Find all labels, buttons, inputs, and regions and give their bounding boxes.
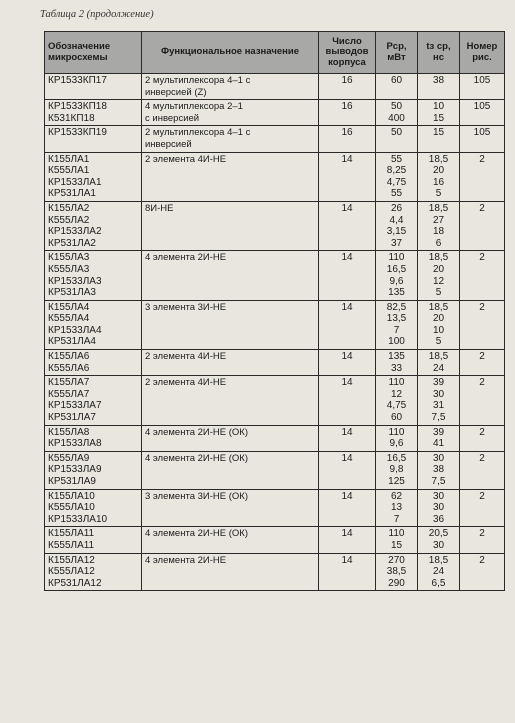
delay-cell [418,300,460,349]
power-cell-line: 16,5 [386,452,407,464]
power-cell-line: 9,6 [389,275,404,287]
power-cell-line: 60 [390,412,403,424]
chip-designation-cell [45,201,142,250]
figure-number-cell: 2 [460,201,505,250]
power-cell-line: 110 [388,377,405,389]
chip-designation-cell-line: КР1533КП18 [48,101,107,113]
pin-count-cell: 14 [319,201,376,250]
power-cell-line: 82,5 [386,301,407,313]
chip-designation-cell-line: К155ЛА12 [48,554,95,566]
chip-designation-cell-line: К531КП18 [48,112,95,124]
function-cell [142,152,319,201]
delay-cell-line: 18 [432,226,445,238]
delay-cell-line: 7,5 [431,476,446,487]
delay-cell [418,451,460,489]
delay-cell-line: 24 [432,566,445,578]
chip-designation-cell-line: КР1533ЛА7 [48,400,102,412]
table-row [45,553,505,591]
delay-cell-line: 18,5 [428,351,449,363]
function-cell [142,74,319,100]
figure-number-cell: 2 [460,350,505,376]
delay-cell-line: 10 [432,324,445,336]
table-row [45,451,505,489]
power-cell-line: 7 [393,324,400,336]
power-cell-line: 125 [388,476,405,487]
delay-cell-line: 18,5 [428,252,449,264]
chip-designation-cell-line: КР1533ЛА4 [48,324,102,336]
power-cell-line: 270 [388,554,405,566]
chip-designation-cell-line: КР531ЛА7 [48,412,96,424]
function-cell [142,100,319,126]
delay-cell [418,126,460,152]
figure-number-cell: 105 [460,100,505,126]
power-cell-line: 33 [390,362,403,374]
power-cell-line: 100 [388,336,405,348]
figure-number-cell: 2 [460,489,505,527]
chip-designation-cell [45,350,142,376]
table-row [45,251,505,300]
chip-designation-cell [45,74,142,100]
chip-designation-cell-line: КР1533ЛА1 [48,176,102,188]
header-designation: Обозначение микросхемы [45,32,142,74]
delay-cell-line: 31 [432,400,445,412]
function-cell-line: инверсией (Z) [145,86,207,98]
chip-designation-cell-line: К155ЛА10 [48,490,95,502]
header-figure: Номер рис. [460,32,505,74]
delay-cell-line: 18,5 [428,301,449,313]
chip-designation-cell-line: К155ЛА8 [48,426,90,438]
power-cell [376,489,418,527]
delay-cell-line: 20 [432,263,445,275]
function-cell [142,425,319,451]
power-cell-line: 12 [390,388,403,400]
delay-cell-line: 27 [432,214,445,226]
delay-cell-line: 38 [432,75,445,86]
figure-number-cell: 2 [460,451,505,489]
chip-designation-cell [45,251,142,300]
delay-cell-line: 18,5 [428,202,449,214]
delay-cell-line: 7,5 [431,412,446,424]
chip-designation-cell-line: КР531ЛА1 [48,188,96,200]
power-cell-line: 16,5 [386,263,407,275]
delay-cell-line: 6 [435,237,442,249]
chip-designation-cell-line: КР531ЛА9 [48,476,96,487]
power-cell-line: 15 [390,539,403,551]
delay-cell-line: 16 [432,176,445,188]
function-cell [142,553,319,591]
chip-designation-cell-line: К555ЛА9 [48,452,90,464]
function-cell [142,350,319,376]
power-cell-line: 7 [393,513,400,525]
power-cell-line: 50 [390,127,403,139]
delay-cell [418,350,460,376]
function-cell [142,251,319,300]
power-cell-line: 400 [388,112,405,124]
power-cell [376,527,418,553]
power-cell-line: 4,75 [386,176,407,188]
chip-designation-cell [45,451,142,489]
power-cell [376,74,418,100]
table-body [45,74,505,591]
delay-cell [418,376,460,425]
chip-designation-cell-line: К555ЛА11 [48,539,95,551]
delay-cell-line: 38 [432,464,445,476]
delay-cell-line: 36 [432,513,445,525]
chip-designation-cell [45,126,142,152]
function-cell-line: 4 элемента 2И-НЕ (ОК) [145,452,248,464]
function-cell-line: 3 элемента 3И-НЕ (ОК) [145,490,248,502]
chip-designation-cell-line: К155ЛА11 [48,528,95,540]
power-cell-line: 110 [388,528,405,540]
function-cell-line: 2 мультиплексора 4–1 с [145,75,251,86]
table-row [45,425,505,451]
pin-count-cell: 14 [319,376,376,425]
delay-cell-line: 30 [432,388,445,400]
function-cell-line: 4 элемента 2И-НЕ (ОК) [145,426,248,438]
header-power: Pср, мВт [376,32,418,74]
pin-count-cell: 16 [319,74,376,100]
delay-cell-line: 15 [432,112,445,124]
pin-count-cell: 14 [319,527,376,553]
pin-count-cell: 14 [319,425,376,451]
power-cell [376,100,418,126]
function-cell-line: инверсией [145,138,192,150]
figure-number-cell: 2 [460,251,505,300]
pin-count-cell: 14 [319,251,376,300]
chip-designation-cell-line: К555ЛА6 [48,362,90,374]
function-cell [142,300,319,349]
function-cell [142,527,319,553]
power-cell-line: 38,5 [386,566,407,578]
chip-designation-cell-line: КР531ЛА12 [48,577,102,589]
power-cell-line: 110 [388,252,405,264]
pin-count-cell: 16 [319,126,376,152]
chip-designation-cell-line: К555ЛА10 [48,502,95,514]
pin-count-cell: 14 [319,489,376,527]
table-header-row [45,32,505,74]
power-cell-line: 13,5 [386,313,407,325]
chip-designation-cell-line: К555ЛА7 [48,388,90,400]
chip-designation-cell-line: КР531ЛА4 [48,336,96,348]
power-cell-line: 3,15 [386,226,407,238]
chip-designation-cell-line: К155ЛА3 [48,252,90,264]
function-cell [142,201,319,250]
table-row [45,152,505,201]
chip-designation-cell-line: КР1533ЛА9 [48,464,102,476]
chip-designation-cell-line: К155ЛА1 [48,153,90,165]
function-cell [142,126,319,152]
power-cell-line: 9,8 [389,464,404,476]
function-cell-line: 8И-НЕ [145,202,174,214]
power-cell-line: 37 [390,237,403,249]
power-cell-line: 13 [390,502,403,514]
chip-designation-cell [45,489,142,527]
power-cell-line: 9,6 [389,438,404,450]
chip-designation-cell-line: К555ЛА1 [48,165,90,177]
figure-number-cell: 2 [460,425,505,451]
power-cell [376,376,418,425]
table-row [45,489,505,527]
header-function: Функциональное назначение [142,32,319,74]
power-cell-line: 26 [390,202,403,214]
delay-cell-line: 30 [432,502,445,514]
figure-number-cell: 2 [460,527,505,553]
header-delay: tз ср, нс [418,32,460,74]
power-cell [376,553,418,591]
function-cell-line: 3 элемента 3И-НЕ [145,301,227,313]
pin-count-cell: 14 [319,350,376,376]
delay-cell-line: 20,5 [428,528,449,540]
delay-cell [418,527,460,553]
chip-designation-cell-line: КР531ЛА3 [48,287,96,299]
delay-cell-line: 6,5 [431,577,446,589]
power-cell-line: 8,25 [386,165,407,177]
delay-cell-line: 24 [432,362,445,374]
delay-cell-line: 12 [432,275,445,287]
delay-cell-line: 30 [432,452,445,464]
table-row [45,201,505,250]
function-cell-line: 2 элемента 4И-НЕ [145,351,227,363]
delay-cell-line: 5 [435,336,442,348]
power-cell [376,126,418,152]
figure-number-cell: 2 [460,300,505,349]
delay-cell [418,251,460,300]
delay-cell [418,152,460,201]
power-cell-line: 50 [390,101,403,113]
chip-designation-cell [45,527,142,553]
delay-cell-line: 18,5 [428,153,449,165]
chip-designation-cell [45,553,142,591]
power-cell [376,451,418,489]
figure-number-cell: 105 [460,74,505,100]
function-cell-line: 2 мультиплексора 4–1 с [145,127,251,139]
delay-cell [418,100,460,126]
power-cell [376,300,418,349]
table-row [45,126,505,152]
power-cell-line: 62 [390,490,403,502]
function-cell-line: 2 элемента 4И-НЕ [145,377,227,389]
figure-number-cell: 2 [460,553,505,591]
chip-designation-cell [45,100,142,126]
delay-cell [418,425,460,451]
delay-cell-line: 39 [432,377,445,389]
delay-cell-line: 5 [435,287,442,299]
power-cell-line: 135 [388,287,405,299]
chip-designation-cell-line: КР1533КП19 [48,127,107,139]
chip-designation-cell [45,425,142,451]
delay-cell-line: 30 [432,490,445,502]
chip-designation-cell-line: КР1533ЛА2 [48,226,102,238]
power-cell-line: 55 [390,153,403,165]
chip-designation-cell-line: К155ЛА2 [48,202,90,214]
chip-spec-table [44,31,505,591]
function-cell-line: 4 элемента 2И-НЕ (ОК) [145,528,248,540]
delay-cell [418,553,460,591]
function-cell-line: 4 мультиплексора 2–1 [145,101,243,113]
power-cell [376,201,418,250]
pin-count-cell: 16 [319,100,376,126]
table-caption: Таблица 2 (продолжение) [40,9,154,20]
chip-designation-cell-line: К155ЛА7 [48,377,90,389]
delay-cell-line: 5 [435,188,442,200]
table-row [45,376,505,425]
delay-cell [418,489,460,527]
delay-cell-line: 10 [432,101,445,113]
pin-count-cell: 14 [319,300,376,349]
power-cell-line: 4,4 [389,214,404,226]
function-cell [142,376,319,425]
function-cell [142,451,319,489]
power-cell-line: 55 [390,188,403,200]
power-cell-line: 4,75 [386,400,407,412]
table-row [45,74,505,100]
figure-number-cell: 2 [460,152,505,201]
chip-designation-cell-line: К155ЛА4 [48,301,90,313]
function-cell-line: с инверсией [145,112,200,124]
delay-cell-line: 41 [432,438,445,450]
delay-cell-line: 30 [432,539,445,551]
power-cell [376,350,418,376]
delay-cell [418,201,460,250]
chip-designation-cell-line: КР1533КП17 [48,75,107,86]
power-cell [376,425,418,451]
chip-designation-cell-line: К555ЛА4 [48,313,90,325]
chip-designation-cell-line: КР531ЛА2 [48,237,96,249]
chip-designation-cell-line: КР1533ЛА3 [48,275,102,287]
delay-cell-line: 15 [432,127,445,139]
header-pins: Число выводов корпуса [319,32,376,74]
chip-designation-cell [45,152,142,201]
chip-designation-cell-line: К155ЛА6 [48,351,90,363]
power-cell-line: 135 [388,351,405,363]
chip-designation-cell [45,376,142,425]
power-cell [376,152,418,201]
chip-designation-cell-line: К555ЛА3 [48,263,90,275]
power-cell-line: 110 [388,426,405,438]
function-cell-line: 4 элемента 2И-НЕ [145,554,227,566]
figure-number-cell: 2 [460,376,505,425]
power-cell-line: 60 [390,75,403,86]
chip-designation-cell-line: К555ЛА2 [48,214,90,226]
function-cell [142,489,319,527]
delay-cell [418,74,460,100]
chip-designation-cell [45,300,142,349]
function-cell-line: 4 элемента 2И-НЕ [145,252,227,264]
figure-number-cell: 105 [460,126,505,152]
delay-cell-line: 20 [432,165,445,177]
table-row [45,527,505,553]
pin-count-cell: 14 [319,451,376,489]
delay-cell-line: 20 [432,313,445,325]
delay-cell-line: 18,5 [428,554,449,566]
pin-count-cell: 14 [319,152,376,201]
chip-designation-cell-line: КР1533ЛА8 [48,438,102,450]
chip-designation-cell-line: К555ЛА12 [48,566,95,578]
power-cell [376,251,418,300]
power-cell-line: 290 [388,577,405,589]
pin-count-cell: 14 [319,553,376,591]
table-row [45,300,505,349]
delay-cell-line: 39 [432,426,445,438]
table-row [45,350,505,376]
table-row [45,100,505,126]
function-cell-line: 2 элемента 4И-НЕ [145,153,227,165]
chip-designation-cell-line: КР1533ЛА10 [48,513,108,525]
